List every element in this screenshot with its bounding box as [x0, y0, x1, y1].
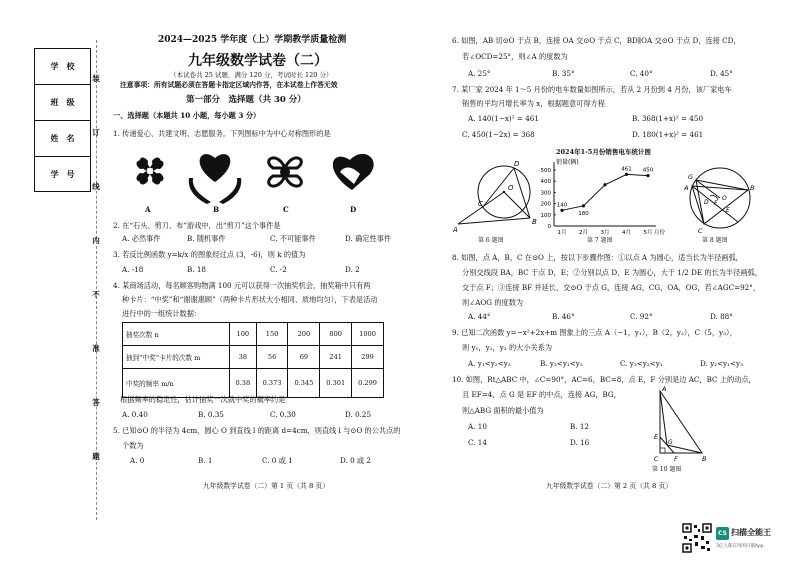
svg-text:A: A	[662, 385, 667, 393]
q2-option-b: B. 随机事件	[187, 234, 226, 243]
q7-stem-2: 销售的平均月增长率为 x，根据题意可得方程	[462, 99, 605, 108]
q7-option-d: D. 180(1+x)² = 461	[632, 130, 704, 139]
q8-option-c: C. 92°	[630, 312, 653, 321]
table-cell: 中奖的频率 m/n	[123, 369, 230, 398]
svg-text:A: A	[453, 226, 458, 234]
svg-text:C: C	[698, 227, 703, 235]
camscanner-logo: CS	[716, 527, 729, 540]
q9-option-a: A. y₁<y₂<y₃	[468, 359, 511, 368]
figure-8	[682, 160, 754, 238]
table-cell: 1000	[352, 323, 384, 346]
fig6-caption: 第 6 题图	[478, 237, 504, 244]
svg-text:O: O	[722, 195, 727, 202]
table-cell: 0.373	[256, 369, 288, 398]
chart-series-line	[562, 174, 648, 210]
chart-data-point	[625, 173, 628, 176]
table-row	[123, 369, 384, 398]
q4-option-c: C. 0.30	[270, 410, 296, 419]
table-cell: 0.38	[230, 369, 257, 398]
icon-d-ribbon-heart	[333, 154, 374, 190]
q7-option-a: A. 140(1−x)² = 461	[468, 114, 539, 123]
q3-option-a: A. -18	[122, 265, 144, 274]
chart-title: 2024年1-5月份销售电车统计图	[556, 148, 651, 156]
q7-option-c: C. 450(1−2x) = 368	[462, 130, 535, 139]
chart-y-tick: 500	[540, 168, 551, 174]
table-cell: 299	[352, 346, 384, 369]
icon-b-heart-hands	[189, 154, 241, 204]
fig8-caption: 第 8 题图	[702, 237, 728, 244]
q2-stem: 2. 在“石头、剪刀、布”游戏中，出“剪刀”这个事件是	[113, 221, 281, 230]
q7-option-b: B. 368(1+x)² = 450	[632, 114, 704, 123]
table-cell: 241	[320, 346, 352, 369]
svg-text:E: E	[654, 433, 659, 441]
fig7-caption: 第 7 题图	[587, 237, 613, 244]
chart-y-tick: 0	[547, 224, 551, 230]
q8-line-3: 交于点 F；③连接 BF 并延长，交⊙O 于点 G，连接 AG，CG，OA，OG，若∠AGC=92°，	[462, 283, 761, 292]
q2-option-d: D. 确定性事件	[345, 234, 392, 243]
exam-note-2: 注意事项：所有试题必须在答题卡指定区域内作答，在本试卷上作答无效	[120, 81, 338, 89]
chart-data-label: 180	[578, 210, 589, 217]
q9-option-d: D. y₂<y₁<y₃	[700, 359, 743, 368]
svg-text:F: F	[674, 455, 678, 463]
q4-after: 根据频率的稳定性，估计抽奖一次就中奖的概率约是	[120, 395, 286, 404]
svg-text:F: F	[714, 200, 718, 207]
binding-char: 内	[92, 236, 100, 245]
table-cell: 200	[288, 323, 320, 346]
q10-line-2: 且 EF=4，点 G 是 EF 的中点，连接 AG，BG，	[462, 390, 621, 399]
q9-line-1: 9. 已知二次函数 y=−x²+2x+m 图象上的三点 A（−1，y₁），B（2，y₂），C（5，y₃），	[452, 328, 737, 337]
binding-char: 准	[92, 344, 100, 353]
q10-option-a: A. 10	[468, 422, 487, 431]
svg-text:D: D	[514, 160, 520, 168]
q10-option-b: B. 12	[570, 422, 589, 431]
q1-label-d: D	[350, 205, 357, 214]
q10-option-c: C. 14	[468, 438, 487, 447]
q3-option-c: C. -2	[270, 265, 287, 274]
q8-option-d: D. 88°	[710, 312, 733, 321]
q5-option-d: D. 0 或 2	[340, 456, 371, 465]
scanner-tagline: 3亿人都在用的扫描App	[716, 544, 764, 549]
q9-option-c: C. y₃<y₂<y₁	[620, 359, 663, 368]
q7-stem-1: 7. 某厂家 2024 年 1～5 月份的电车数量如图所示，若从 2 月份到 4 月份，该厂家电车	[452, 85, 732, 94]
scanner-name: 扫描全能王	[731, 528, 771, 537]
q6-stem-2: 若∠OCD=25°，则∠A 的度数为	[462, 52, 568, 61]
q8-option-a: A. 44°	[468, 312, 491, 321]
chart-data-label: 140	[556, 202, 568, 209]
q3-stem: 3. 若反比例函数 y=k/x 的图象经过点 (3，-6)，则 k 的值为	[113, 250, 306, 259]
table-cell: 38	[230, 346, 257, 369]
q9-option-b: B. y₃<y₁<y₂	[540, 359, 583, 368]
chart-y-tick: 200	[540, 201, 551, 208]
svg-text:C: C	[654, 455, 659, 463]
q6-option-c: C. 40°	[630, 69, 653, 78]
svg-text:G: G	[688, 173, 694, 181]
part-heading: 第一部分 选择题（共 30 分）	[186, 95, 306, 105]
q5-option-b: B. 1	[198, 456, 213, 465]
chart-x-label: 月份	[654, 230, 666, 236]
q1-label-c: C	[283, 205, 289, 214]
chart-y-label: 销量(辆)	[556, 159, 579, 166]
svg-text:C: C	[478, 200, 483, 208]
table-cell: 0.299	[352, 369, 384, 398]
chart-x-tick: 5月	[643, 230, 653, 236]
section-heading: 一、选择题（本题共 10 小题，每小题 3 分）	[113, 111, 261, 120]
binding-char: 装	[92, 74, 100, 83]
binding-char: 题	[92, 452, 100, 461]
figure-10	[640, 385, 710, 465]
binding-char: 答	[92, 398, 100, 407]
chart-data-label: 450	[642, 167, 654, 174]
table-cell: 69	[288, 346, 320, 369]
svg-text:B: B	[532, 218, 537, 226]
icon-c-heart-flower	[269, 158, 302, 186]
table-cell: 800	[320, 323, 352, 346]
table-cell: 0.301	[320, 369, 352, 398]
q10-line-3: 则△ABG 面积的最小值为	[462, 406, 544, 415]
q5-option-c: C. 0 或 1	[262, 456, 293, 465]
chart-y-tick: 400	[540, 179, 551, 186]
info-number-label: 学 号	[50, 169, 75, 179]
q2-option-c: C. 不可能事件	[270, 234, 316, 243]
student-info-box	[34, 48, 91, 192]
q6-option-b: B. 35°	[552, 69, 575, 78]
binding-char: 订	[92, 128, 100, 137]
q2-option-a: A. 必然事件	[122, 234, 161, 243]
exam-subtitle: 九年级数学试卷（二）	[188, 53, 328, 69]
chart-x-tick: 3月	[600, 230, 610, 236]
q10-line-1: 10. 如图，Rt△ABC 中，∠C=90°，AC=6，BC=8，点 E，F 分别是边 AC，BC 上的动点，	[452, 375, 756, 384]
sales-line-chart	[532, 156, 672, 241]
q4-stem-2: 种卡片：“中奖”和“谢谢惠顾”（两种卡片形状大小相同、质地均匀），下表是活动	[122, 295, 378, 304]
q5-stem-2: 个数为	[122, 441, 144, 450]
table-row	[123, 323, 384, 346]
q8-line-2: 分别交线段 BA，BC 于点 D，E；②分别以点 D，E 为圆心，大于 1/2 DE 的长为半径画弧，	[462, 268, 762, 277]
q9-line-2: 则 y₁，y₂，y₃ 的大小关系为	[462, 343, 553, 352]
icon-a-clover	[137, 158, 164, 185]
table-cell: 抽到“中奖”卡片的次数 m	[123, 346, 230, 369]
chart-data-point	[560, 209, 563, 212]
svg-text:D: D	[704, 199, 709, 206]
table-cell: 150	[256, 323, 288, 346]
q4-stem-1: 4. 某商场活动，每名顾客购物满 100 元可以获得一次抽奖机会，抽奖箱中只有两	[113, 281, 371, 290]
chart-x-tick: 2月	[579, 230, 588, 236]
info-class-label: 班 级	[35, 85, 90, 121]
fig10-caption: 第 10 题图	[652, 466, 682, 473]
info-school-label: 学 校	[35, 49, 90, 85]
table-cell: 56	[256, 346, 288, 369]
q4-option-a: A. 0.40	[122, 410, 148, 419]
svg-text:B: B	[750, 184, 755, 192]
q4-option-d: D. 0.25	[345, 410, 372, 419]
binding-char: 线	[92, 182, 100, 191]
q4-table	[122, 322, 384, 398]
binding-line-text	[90, 72, 102, 504]
exam-note-1: （本试卷共 25 试题，满分 120 分，考试时长 120 分）	[170, 71, 333, 79]
svg-text:B: B	[702, 455, 707, 463]
table-cell: 0.345	[288, 369, 320, 398]
chart-y-tick: 300	[540, 190, 551, 197]
exam-title: 2024—2025 学年度（上）学期教学质量检测	[158, 35, 347, 45]
svg-text:A: A	[684, 184, 689, 192]
table-cell: 100	[230, 323, 257, 346]
chart-data-point	[603, 183, 606, 186]
svg-text:O: O	[508, 184, 514, 192]
figure-6	[452, 160, 542, 240]
chart-x-tick: 4月	[622, 230, 631, 236]
q8-line-1: 8. 如图，点 A，B，C 在⊙O 上，按以下步骤作图：①以点 A 为圆心，适当长为半径画弧，	[452, 253, 743, 262]
q1-label-a: A	[145, 205, 151, 214]
q8-line-4: 则∠AOG 的度数为	[462, 298, 524, 307]
q6-stem-1: 6. 如图，AB 切⊙O 于点 B，连接 OA 交⊙O 于点 C，BD∥OA 交⊙O 于点 D，连接 CD，	[452, 36, 741, 45]
binding-char: 不	[92, 290, 100, 299]
table-cell: 抽奖次数 n	[123, 323, 230, 346]
chart-data-point	[582, 204, 585, 207]
q10-option-d: D. 16	[570, 438, 590, 447]
q4-stem-3: 进行中的一组统计数据：	[122, 309, 202, 318]
info-name-label: 姓 名	[35, 121, 90, 157]
q6-option-a: A. 25°	[468, 69, 491, 78]
q8-option-b: B. 46°	[552, 312, 575, 321]
q1-stem: 1. 传递爱心、共建文明、志愿服务。下列图标中为中心对称图形的是	[113, 129, 331, 138]
q5-option-a: A. 0	[130, 456, 145, 465]
svg-text:E: E	[726, 207, 730, 214]
footer-right: 九年级数学试卷（二）第 2 页（共 8 页）	[546, 482, 673, 490]
chart-data-label: 461	[621, 166, 632, 173]
chart-data-point	[646, 174, 649, 177]
qr-code-icon	[682, 523, 712, 553]
footer-left: 九年级数学试卷（二）第 1 页（共 8 页）	[203, 482, 330, 490]
q1-label-b: B	[213, 205, 220, 214]
q3-option-d: D. 2	[345, 265, 360, 274]
table-row	[123, 346, 384, 369]
q5-stem-1: 5. 已知⊙O 的半径为 4cm，圆心 O 到直线 l 的距离 d=4cm，则直线 l 与⊙O 的公共点的	[113, 426, 401, 435]
q3-option-b: B. 18	[187, 265, 206, 274]
q6-option-d: D. 45°	[710, 69, 733, 78]
q4-option-b: B. 0.35	[198, 410, 224, 419]
q1-icons	[120, 146, 395, 208]
chart-x-tick: 1月	[557, 230, 567, 236]
svg-text:G: G	[668, 439, 673, 446]
chart-y-tick: 100	[540, 212, 551, 219]
